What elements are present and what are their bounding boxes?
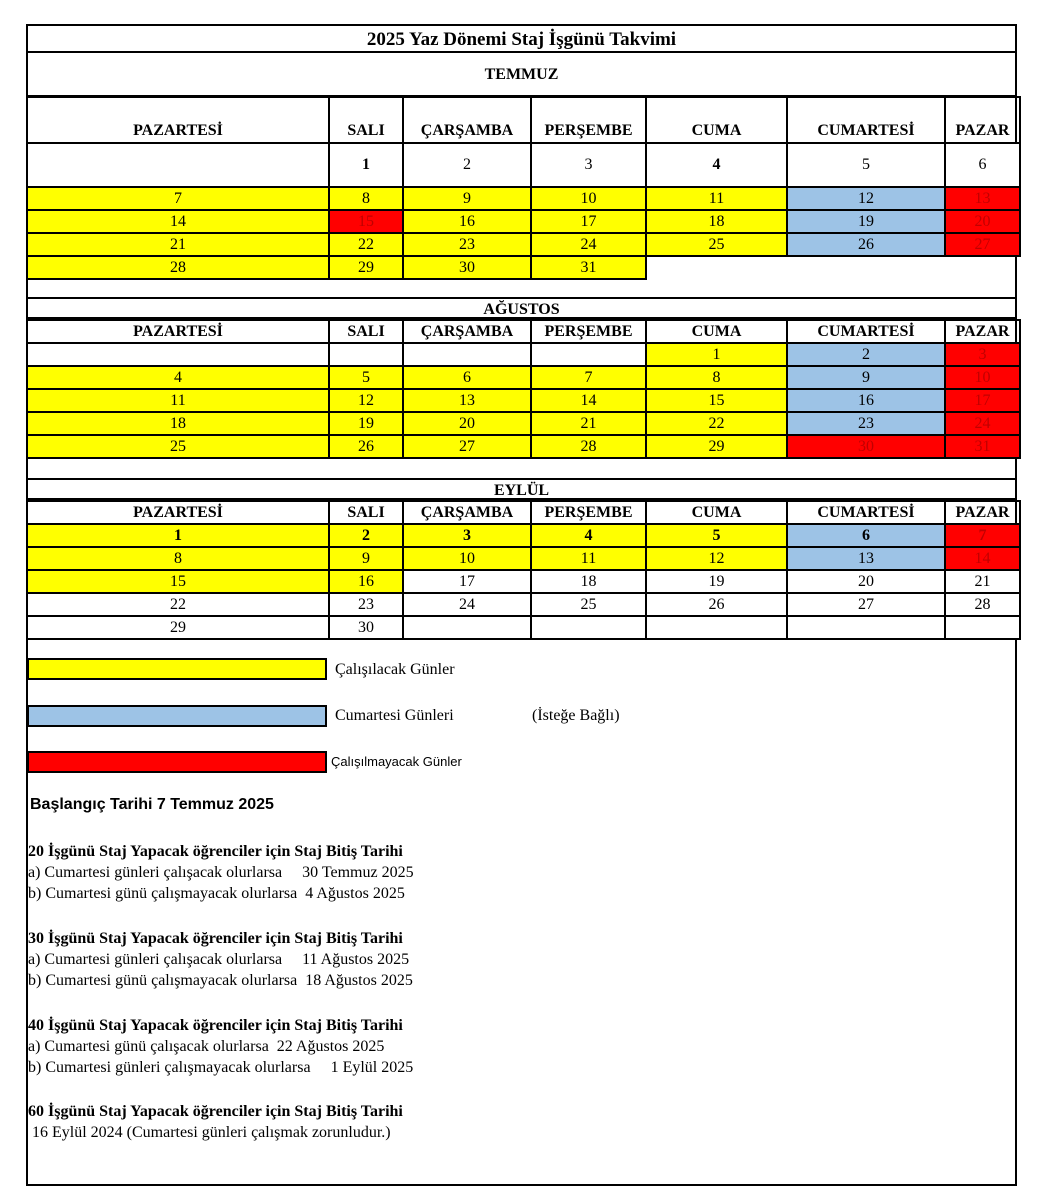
weekday-header: CUMA [646,97,787,143]
day-cell: 19 [329,412,403,435]
day-cell: 18 [27,412,329,435]
day-cell: 12 [329,389,403,412]
week-row [27,256,1020,279]
day-cell: 2 [787,343,945,366]
day-cell: 10 [945,366,1020,389]
legend-label-saturday: Cumartesi Günleri [335,707,454,724]
week-row [27,187,1020,210]
day-cell: 8 [27,547,329,570]
day-cell: 27 [945,233,1020,256]
day-cell: 26 [329,435,403,458]
weekday-header: ÇARŞAMBA [403,501,531,524]
weekday-header: ÇARŞAMBA [403,97,531,143]
day-cell: 2 [403,143,531,187]
week-row [27,143,1020,187]
legend-note-optional: (İsteğe Bağlı) [532,707,620,724]
empty-day-cell [646,256,787,279]
calendar-temmuz [26,96,1021,280]
day-cell: 4 [27,366,329,389]
day-cell: 10 [531,187,646,210]
day-cell: 30 [329,616,403,639]
month-title-agustos: AĞUSTOS [26,297,1017,319]
day-cell: 17 [945,389,1020,412]
day-cell: 5 [787,143,945,187]
day-cell: 30 [403,256,531,279]
empty-day-cell [329,343,403,366]
day-cell: 23 [329,593,403,616]
day-cell: 17 [403,570,531,593]
month-title-temmuz: TEMMUZ [26,53,1017,97]
day-cell: 28 [531,435,646,458]
section-title: 30 İşgünü Staj Yapacak öğrenciler için Staj Bitiş Tarihi [28,930,403,947]
bottom-border [26,1184,1017,1186]
day-cell: 28 [945,593,1020,616]
empty-day-cell [531,616,646,639]
section-title: 20 İşgünü Staj Yapacak öğrenciler için Staj Bitiş Tarihi [28,843,403,860]
day-cell: 9 [403,187,531,210]
day-cell: 25 [531,593,646,616]
day-cell: 24 [531,233,646,256]
empty-day-cell [27,143,329,187]
section-line: b) Cumartesi günü çalışmayacak olurlarsa 4 Ağustos 2025 [28,885,405,902]
weekday-header: CUMARTESİ [787,320,945,343]
weekday-header: PAZARTESİ [27,320,329,343]
day-cell: 15 [646,389,787,412]
day-cell: 3 [403,524,531,547]
day-cell: 26 [787,233,945,256]
day-cell: 18 [646,210,787,233]
day-cell: 5 [646,524,787,547]
day-cell: 19 [646,570,787,593]
legend-swatch-working [27,658,327,680]
day-cell: 21 [945,570,1020,593]
day-cell: 27 [787,593,945,616]
day-cell: 8 [646,366,787,389]
empty-day-cell [945,616,1020,639]
day-cell: 13 [403,389,531,412]
day-cell: 9 [787,366,945,389]
start-date: Başlangıç Tarihi 7 Temmuz 2025 [30,796,274,813]
day-cell: 10 [403,547,531,570]
day-cell: 14 [945,547,1020,570]
day-cell: 11 [646,187,787,210]
weekday-header: CUMARTESİ [787,97,945,143]
empty-day-cell [27,343,329,366]
day-cell: 8 [329,187,403,210]
day-cell: 3 [945,343,1020,366]
day-cell: 17 [531,210,646,233]
day-cell: 1 [329,143,403,187]
day-cell: 31 [945,435,1020,458]
weekday-header: PAZAR [945,501,1020,524]
section-line: 16 Eylül 2024 (Cumartesi günleri çalışmak zorunludur.) [28,1124,391,1141]
weekday-header: PAZARTESİ [27,501,329,524]
weekday-header-row [27,320,1020,343]
day-cell: 3 [531,143,646,187]
day-cell: 13 [787,547,945,570]
day-cell: 23 [787,412,945,435]
week-row [27,233,1020,256]
weekday-header: PERŞEMBE [531,320,646,343]
section-title: 60 İşgünü Staj Yapacak öğrenciler için Staj Bitiş Tarihi [28,1103,403,1120]
day-cell: 12 [646,547,787,570]
day-cell: 16 [403,210,531,233]
section-line: a) Cumartesi günü çalışacak olurlarsa 22 Ağustos 2025 [28,1038,385,1055]
weekday-header: PERŞEMBE [531,97,646,143]
day-cell: 7 [27,187,329,210]
day-cell: 6 [403,366,531,389]
legend-label-working: Çalışılacak Günler [335,661,455,678]
empty-day-cell [403,343,531,366]
day-cell: 4 [646,143,787,187]
legend-swatch-non-working [27,751,327,773]
section-60-days [28,1101,403,1143]
section-line: b) Cumartesi günleri çalışmayacak olurlarsa 1 Eylül 2025 [28,1059,414,1076]
weekday-header: PAZAR [945,97,1020,143]
weekday-header: CUMA [646,320,787,343]
weekday-header: CUMARTESİ [787,501,945,524]
day-cell: 31 [531,256,646,279]
day-cell: 18 [531,570,646,593]
weekday-header: PERŞEMBE [531,501,646,524]
day-cell: 1 [27,524,329,547]
weekday-header: SALI [329,501,403,524]
week-row [27,593,1020,616]
day-cell: 26 [646,593,787,616]
day-cell: 19 [787,210,945,233]
day-cell: 9 [329,547,403,570]
calendar-agustos [26,319,1021,459]
day-cell: 22 [329,233,403,256]
day-cell: 20 [945,210,1020,233]
day-cell: 28 [27,256,329,279]
day-cell: 23 [403,233,531,256]
page-title: 2025 Yaz Dönemi Staj İşgünü Takvimi [26,26,1017,53]
weekday-header: SALI [329,320,403,343]
day-cell: 25 [646,233,787,256]
day-cell: 12 [787,187,945,210]
weekday-header: PAZAR [945,320,1020,343]
day-cell: 27 [403,435,531,458]
weekday-header: PAZARTESİ [27,97,329,143]
section-title: 40 İşgünü Staj Yapacak öğrenciler için Staj Bitiş Tarihi [28,1017,403,1034]
section-30-days [28,928,413,991]
empty-day-cell [531,343,646,366]
day-cell: 16 [329,570,403,593]
week-row [27,412,1020,435]
month-title-eylul: EYLÜL [26,478,1017,500]
day-cell: 22 [646,412,787,435]
day-cell: 6 [945,143,1020,187]
day-cell: 4 [531,524,646,547]
week-row [27,366,1020,389]
day-cell: 24 [945,412,1020,435]
section-20-days [28,841,414,904]
day-cell: 15 [27,570,329,593]
day-cell: 6 [787,524,945,547]
week-row [27,616,1020,639]
week-row [27,435,1020,458]
empty-day-cell [787,616,945,639]
calendar-eylul [26,500,1021,640]
section-line: a) Cumartesi günleri çalışacak olurlarsa 30 Temmuz 2025 [28,864,414,881]
day-cell: 1 [646,343,787,366]
day-cell: 22 [27,593,329,616]
day-cell: 29 [646,435,787,458]
empty-day-cell [945,256,1020,279]
week-row [27,524,1020,547]
day-cell: 14 [27,210,329,233]
day-cell: 11 [27,389,329,412]
empty-day-cell [646,616,787,639]
day-cell: 21 [531,412,646,435]
weekday-header-row [27,501,1020,524]
day-cell: 15 [329,210,403,233]
section-line: a) Cumartesi günleri çalışacak olurlarsa 11 Ağustos 2025 [28,951,410,968]
empty-day-cell [787,256,945,279]
weekday-header-row [27,97,1020,143]
day-cell: 21 [27,233,329,256]
empty-day-cell [403,616,531,639]
weekday-header: ÇARŞAMBA [403,320,531,343]
day-cell: 5 [329,366,403,389]
section-line: b) Cumartesi günü çalışmayacak olurlarsa 18 Ağustos 2025 [28,972,413,989]
day-cell: 13 [945,187,1020,210]
day-cell: 30 [787,435,945,458]
weekday-header: SALI [329,97,403,143]
day-cell: 7 [945,524,1020,547]
day-cell: 29 [27,616,329,639]
day-cell: 14 [531,389,646,412]
day-cell: 7 [531,366,646,389]
week-row [27,547,1020,570]
day-cell: 29 [329,256,403,279]
day-cell: 24 [403,593,531,616]
weekday-header: CUMA [646,501,787,524]
day-cell: 20 [403,412,531,435]
week-row [27,343,1020,366]
week-row [27,210,1020,233]
day-cell: 11 [531,547,646,570]
day-cell: 16 [787,389,945,412]
week-row [27,389,1020,412]
legend-label-non-working: Çalışılmayacak Günler [331,754,462,769]
day-cell: 2 [329,524,403,547]
day-cell: 25 [27,435,329,458]
day-cell: 20 [787,570,945,593]
section-40-days [28,1015,413,1078]
legend-swatch-saturday [27,705,327,727]
week-row [27,570,1020,593]
